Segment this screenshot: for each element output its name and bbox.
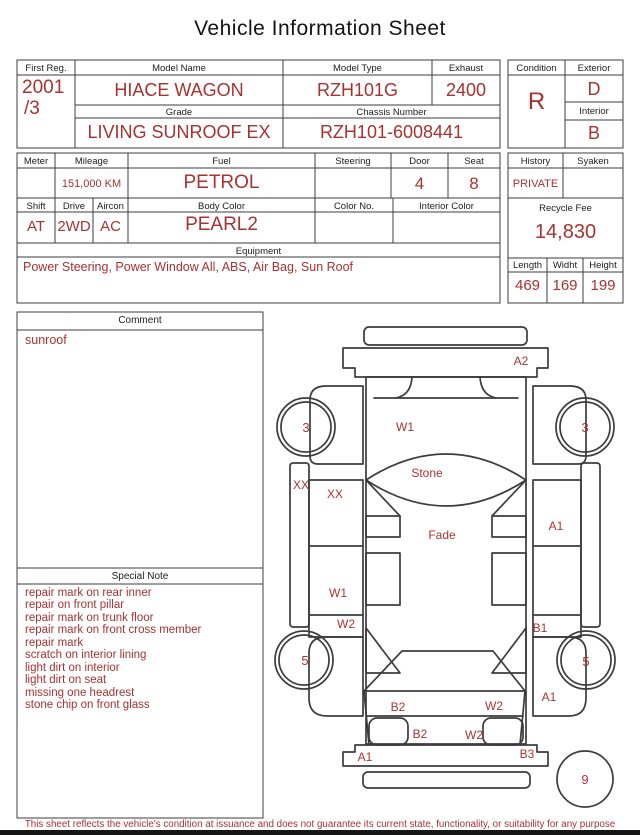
width-label: Widht	[552, 260, 578, 271]
wheel-arch-cut-right	[492, 628, 526, 673]
drive-label: Drive	[62, 201, 86, 212]
model-name-value: HIACE WAGON	[114, 80, 244, 100]
roof-strip-shape	[364, 327, 527, 345]
front-roof-strip	[364, 327, 527, 345]
special-note-label: Special Note	[111, 571, 169, 582]
seat-value: 8	[469, 174, 479, 193]
mileage-value: 151,000 KM	[61, 178, 122, 190]
damage-label-b3: B3	[519, 747, 535, 761]
special-note-item: stone chip on front glass	[25, 699, 150, 712]
exterior-value: D	[587, 79, 601, 99]
rear-roof-strip	[363, 772, 530, 788]
condition-value: R	[527, 88, 546, 115]
tail-lamp-right	[483, 718, 523, 745]
history-label: History	[520, 156, 551, 167]
history-value: PRIVATE	[512, 178, 559, 190]
damage-label-a1-rear-fender: A1	[541, 690, 557, 704]
damage-label-xx-outer: XX	[292, 478, 310, 492]
body-outline	[366, 377, 526, 744]
exhaust-value: 2400	[445, 80, 487, 100]
shift-value: AT	[26, 218, 46, 235]
comment-value: sunroof	[25, 333, 67, 347]
special-note-item: light dirt on seat	[25, 674, 107, 687]
seat-label: Seat	[464, 156, 484, 167]
wheel-arch-cut-left	[366, 628, 400, 673]
door-value: 4	[414, 174, 425, 193]
special-note-item: repair on front pillar	[25, 599, 125, 612]
rear-strip-shape	[363, 772, 530, 788]
model-type-label: Model Type	[333, 63, 382, 74]
damage-label-b1: B1	[532, 621, 548, 635]
body-color-label: Body Color	[198, 201, 245, 212]
aircon-label: Aircon	[97, 201, 124, 212]
shift-label: Shift	[26, 201, 46, 212]
interior-color-label: Interior Color	[419, 201, 474, 212]
fuel-value: PETROL	[183, 172, 260, 193]
height-value: 199	[590, 277, 616, 294]
first-reg-value-line1: 2001	[22, 77, 65, 98]
spare-wheel-grade: 9	[581, 772, 589, 787]
special-note-item: repair mark	[25, 636, 84, 649]
step-panel-right	[492, 553, 526, 605]
chassis-label: Chassis Number	[356, 107, 427, 118]
recycle-fee-value: 14,830	[534, 221, 597, 243]
steering-label: Steering	[335, 156, 371, 167]
damage-label-fade: Fade	[428, 528, 456, 542]
grade-label: Grade	[165, 107, 193, 118]
right-door-panels	[533, 480, 581, 637]
windshield-left-arc	[396, 377, 412, 398]
syaken-label: Syaken	[577, 156, 609, 167]
damage-label-w2-upper: W2	[485, 699, 503, 713]
damage-label-b2-upper: B2	[390, 700, 406, 714]
exhaust-label: Exhaust	[448, 63, 484, 74]
damage-label-stone: Stone	[411, 466, 443, 480]
roof-lens-shape	[366, 454, 526, 506]
right-side-panels	[533, 386, 615, 807]
left-side-panels	[275, 386, 363, 716]
meter-label: Meter	[23, 156, 49, 167]
condition-label: Condition	[516, 63, 557, 74]
damage-label-w2-lower: W2	[465, 728, 483, 742]
special-note-list	[25, 587, 257, 712]
left-door-panels	[309, 480, 363, 637]
page-title: Vehicle Information Sheet	[194, 17, 446, 40]
front-left-fender	[310, 386, 363, 464]
windshield-right-arc	[480, 377, 496, 398]
right-sill-strip	[581, 463, 600, 627]
pillar-slant-left	[366, 480, 400, 516]
special-note-item: missing one headrest	[25, 686, 135, 699]
damage-label-a1-bumper: A1	[357, 750, 373, 764]
car-damage-diagram	[270, 308, 640, 820]
damage-label-xx-door: XX	[326, 487, 344, 501]
aircon-value: AC	[100, 218, 121, 235]
equipment-value: Power Steering, Power Window All, ABS, Air Bag, Sun Roof	[23, 260, 354, 274]
disclaimer-text: This sheet reflects the vehicle's condition at issuance and does not guarantee its current state, functionality, or suitability for any purpose	[24, 819, 616, 830]
interior-value: B	[587, 123, 600, 143]
damage-label-a2: A2	[513, 354, 529, 368]
rear-bumper	[343, 745, 548, 766]
car-body	[364, 377, 526, 745]
tail-lamp-left	[369, 718, 408, 745]
model-name-label: Model Name	[152, 63, 206, 74]
width-value: 169	[552, 277, 578, 294]
first-reg-value-line2: /3	[24, 98, 40, 119]
step-panel-left	[366, 553, 400, 605]
special-note-item: repair mark on rear inner	[25, 587, 152, 599]
bottom-edge-bar	[0, 830, 640, 835]
special-note-item: light dirt on interior	[25, 661, 120, 674]
exterior-label: Exterior	[577, 63, 611, 74]
special-note-item: repair mark on trunk floor	[25, 611, 154, 624]
rear-bumper-shape	[343, 745, 548, 766]
rear-left-fender	[309, 637, 363, 716]
equipment-label: Equipment	[235, 246, 282, 257]
damage-label-w2-left: W2	[337, 617, 355, 631]
b-pillar-left	[366, 516, 400, 537]
door-label: Door	[409, 156, 430, 167]
wheel-grade-rear-right: 5	[582, 654, 590, 669]
drive-value: 2WD	[57, 218, 91, 235]
special-note-item: scratch on interior lining	[25, 649, 147, 662]
interior-label: Interior	[579, 106, 609, 117]
wheel-grade-front-right: 3	[581, 420, 589, 435]
recycle-fee-label: Recycle Fee	[539, 203, 592, 214]
damage-label-b2-lower: B2	[412, 727, 428, 741]
damage-label-a1-right-door: A1	[548, 519, 564, 533]
body-color-value: PEARL2	[185, 214, 258, 235]
color-no-label: Color No.	[333, 201, 375, 212]
comment-label: Comment	[118, 315, 162, 326]
chassis-value: RZH101-6008441	[319, 122, 464, 142]
fuel-label: Fuel	[212, 156, 231, 167]
height-label: Height	[589, 260, 617, 271]
special-note-item: repair mark on front cross member	[25, 624, 202, 637]
length-label: Length	[512, 260, 543, 271]
wheel-grade-rear-left: 5	[301, 653, 309, 668]
b-pillar-right	[492, 516, 526, 537]
first-reg-label: First Reg.	[25, 63, 67, 74]
wheel-grade-front-left: 3	[302, 420, 310, 435]
comment-box-border	[17, 312, 263, 568]
model-type-value: RZH101G	[316, 80, 399, 100]
grade-value: LIVING SUNROOF EX	[87, 122, 271, 142]
pillar-slant-right	[492, 480, 526, 516]
damage-label-w1-windshield: W1	[396, 420, 414, 434]
damage-label-w1-left-door: W1	[329, 586, 347, 600]
mileage-label: Mileage	[74, 156, 109, 167]
length-value: 469	[514, 277, 541, 294]
